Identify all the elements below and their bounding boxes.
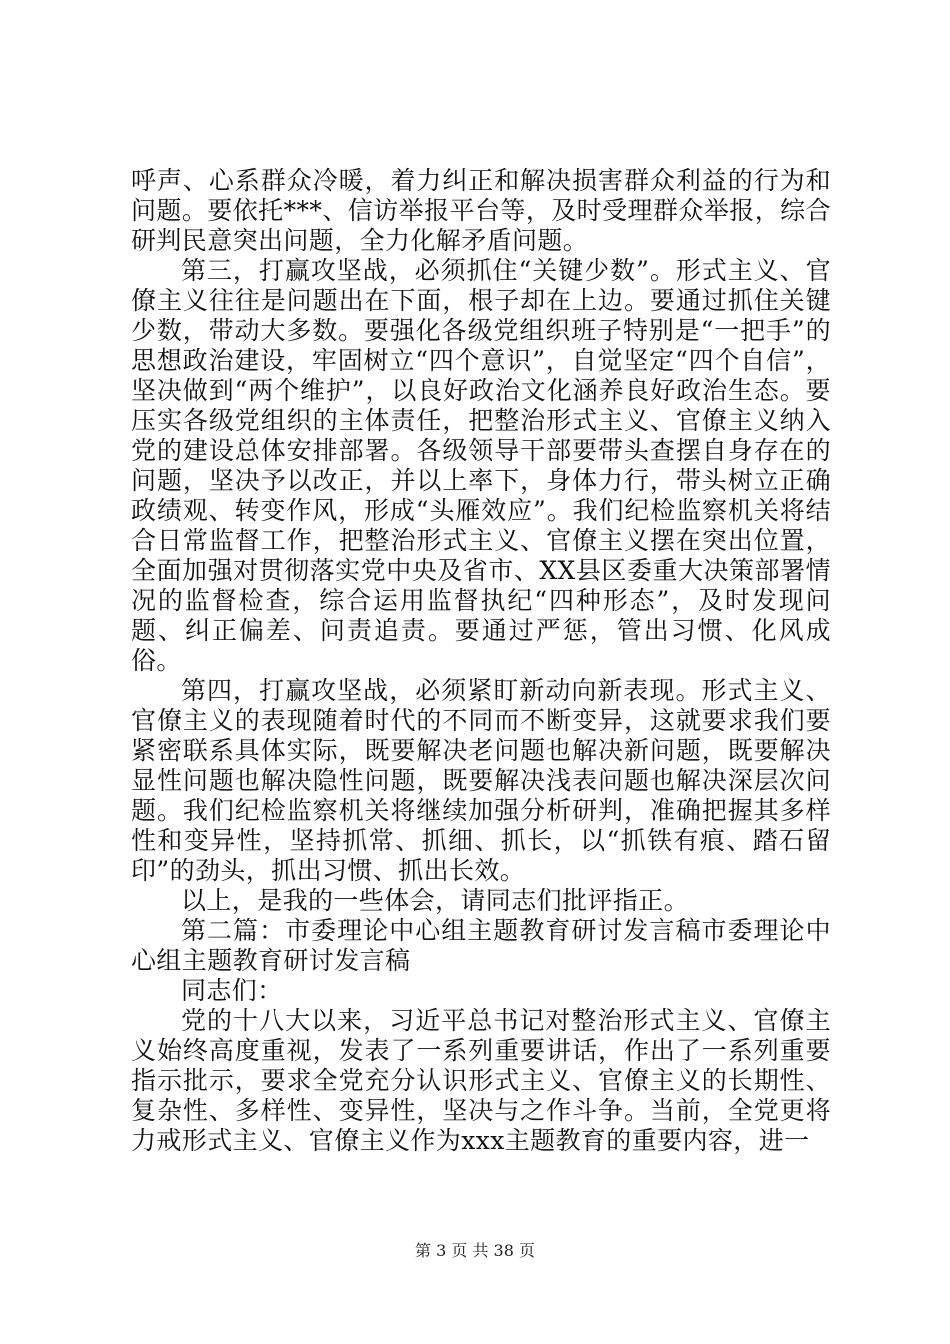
page-number-footer: 第 3 页 共 38 页 — [415, 1241, 535, 1260]
paragraph-intro: 党的十八大以来，习近平总书记对整治形式主义、官僚主义始终高度重视，发表了一系列重要讲话，作出了一系列重要指示批示，要求全党充分认识形式主义、官僚主义的长期性、复杂性、多样性、变异性，坚决与之作斗争。当前，全党更将力戒形式主义、官僚主义作为xxx主题教育的重要内容，进一 — [131, 1006, 831, 1155]
document-body — [131, 166, 831, 1156]
paragraph-closing: 以上，是我的一些体会，请同志们批评指正。 — [181, 886, 690, 915]
paragraph-fourth-point: 第四，打赢攻坚战，必须紧盯新动向新表现。形式主义、官僚主义的表现随着时代的不同而不断变异，这就要求我们要紧密联系具体实际，既要解决老问题也解决新问题，既要解决显性问题也解决隐性问题，既要解决浅表问题也解决深层次问题。我们纪检监察机关将继续加强分析研判，准确把握其多样性和变异性，坚持抓常、抓细、抓长，以“抓铁有痕、踏石留印”的劲头，抓出习惯、抓出长效。 — [131, 676, 831, 885]
paragraph-third-point: 第三，打赢攻坚战，必须抓住“关键少数”。形式主义、官僚主义往往是问题出在下面，根子却在上边。要通过抓住关键少数，带动大多数。要强化各级党组织班子特别是“一把手”的思想政治建设，牢固树立“四个意识”，自觉坚定“四个自信”，坚决做到“两个维护”，以良好政治文化涵养良好政治生态。要压实各级党组织的主体责任，把整治形式主义、官僚主义纳入党的建设总体安排部署。各级领导干部要带头查摆自身存在的问题，坚决予以改正，并以上率下，身体力行，带头树立正确政绩观、转变作风，形成“头雁效应”。我们纪检监察机关将结合日常监督工作，把整治形式主义、官僚主义摆在突出位置，全面加强对贯彻落实党中央及省市、XX县区委重大决策部署情况的监督检查，综合运用监督执纪“四种形态”，及时发现问题、纠正偏差、问责追责。要通过严惩，管出习惯、化风成俗。 — [131, 256, 831, 675]
salutation: 同志们： — [181, 976, 283, 1005]
paragraph-continuation: 呼声、心系群众冷暖，着力纠正和解决损害群众利益的行为和问题。要依托***、信访举报平台等，及时受理群众举报，综合研判民意突出问题，全力化解矛盾问题。 — [131, 166, 831, 255]
section-heading: 第二篇：市委理论中心组主题教育研讨发言稿市委理论中心组主题教育研讨发言稿 — [131, 916, 831, 975]
